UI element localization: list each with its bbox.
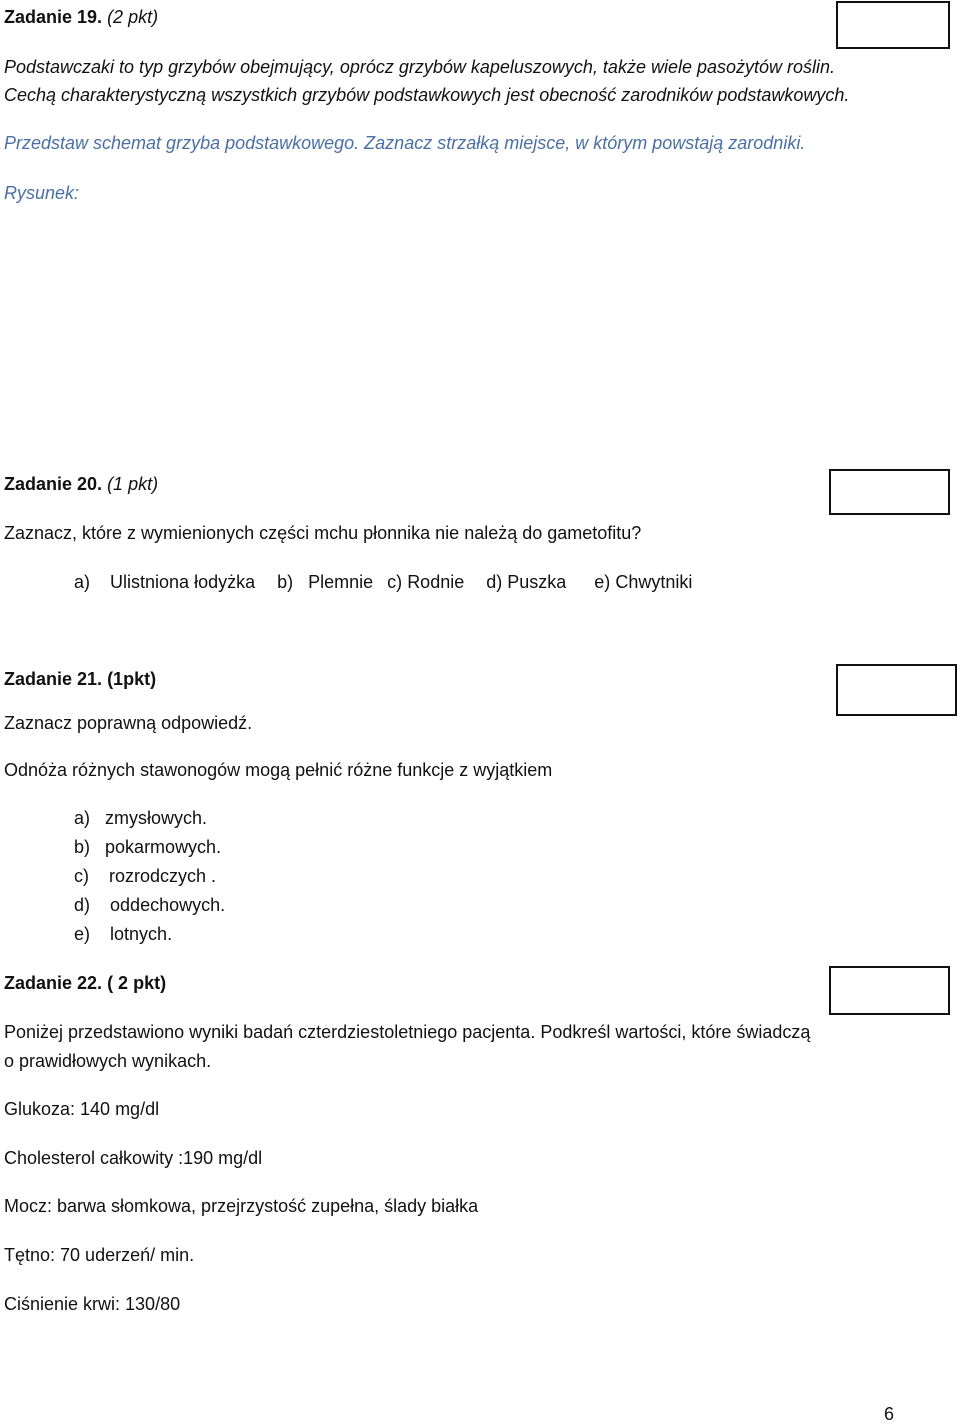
- task19-instruction: Przedstaw schemat grzyba podstawkowego. Zaznacz strzałką miejsce, w którym powstają zarodniki.: [4, 133, 806, 153]
- task21-option-d[interactable]: d) oddechowych.: [74, 895, 226, 915]
- task22-result-glucose[interactable]: Glukoza: 140 mg/dl: [4, 1099, 160, 1119]
- task22-title: Zadanie 22.: [4, 973, 103, 993]
- task21-option-b[interactable]: b) pokarmowych.: [74, 837, 222, 857]
- task20-option-e[interactable]: e) Chwytniki: [594, 572, 693, 592]
- task21-header: [4, 668, 156, 690]
- task20-question: Zaznacz, które z wymienionych części mchu płonnika nie należą do gametofitu?: [4, 523, 642, 543]
- task20-option-b[interactable]: b) Plemnie: [277, 572, 374, 592]
- task22-result-pulse[interactable]: Tętno: 70 uderzeń/ min.: [4, 1245, 195, 1265]
- task19-drawing-label: Rysunek:: [4, 183, 80, 203]
- task22-header: [4, 972, 166, 994]
- task19-line1: Podstawczaki to typ grzybów obejmujący, oprócz grzybów kapeluszowych, także wiele pasożytów roślin.: [4, 57, 836, 77]
- task19-header: [4, 6, 158, 28]
- task21-question: Odnóża różnych stawonogów mogą pełnić różne funkcje z wyjątkiem: [4, 760, 553, 780]
- page-number: 6: [884, 1404, 895, 1424]
- task19-line2: Cechą charakterystyczną wszystkich grzybów podstawkowych jest obecność zarodników podstawkowych.: [4, 85, 850, 105]
- task21-option-c[interactable]: c) rozrodczych .: [74, 866, 217, 886]
- task20-option-a[interactable]: a) Ulistniona łodyżka: [74, 572, 256, 592]
- task20-title: Zadanie 20.: [4, 474, 103, 494]
- task22-intro-line1: Poniżej przedstawiono wyniki badań czterdziestoletniego pacjenta. Podkreśl wartości, które świadczą: [4, 1022, 811, 1042]
- task20-option-c[interactable]: c) Rodnie: [387, 572, 465, 592]
- task20-options: [74, 571, 692, 593]
- task20-header: [4, 473, 158, 495]
- task21-option-a[interactable]: a) zmysłowych.: [74, 808, 208, 828]
- task21-instruction: Zaznacz poprawną odpowiedź.: [4, 713, 253, 733]
- task19-title: Zadanie 19.: [4, 7, 103, 27]
- drawing-area[interactable]: [4, 210, 944, 460]
- task22-score-box[interactable]: [829, 966, 950, 1015]
- task22-result-cholesterol[interactable]: Cholesterol całkowity :190 mg/dl: [4, 1148, 263, 1168]
- task21-option-e[interactable]: e) lotnych.: [74, 924, 173, 944]
- task19-score-box[interactable]: [836, 1, 950, 49]
- task22-intro-line2: o prawidłowych wynikach.: [4, 1051, 212, 1071]
- task22-result-urine[interactable]: Mocz: barwa słomkowa, przejrzystość zupełna, ślady białka: [4, 1196, 479, 1216]
- task22-points: ( 2 pkt): [107, 973, 167, 993]
- task20-option-d[interactable]: d) Puszka: [486, 572, 567, 592]
- task19-points: (2 pkt): [107, 7, 159, 27]
- task20-points: (1 pkt): [107, 474, 159, 494]
- task21-score-box[interactable]: [836, 664, 957, 716]
- task22-result-blood-pressure[interactable]: Ciśnienie krwi: 130/80: [4, 1294, 181, 1314]
- task20-score-box[interactable]: [829, 469, 950, 515]
- task21-points: (1pkt): [107, 669, 157, 689]
- task21-title: Zadanie 21.: [4, 669, 103, 689]
